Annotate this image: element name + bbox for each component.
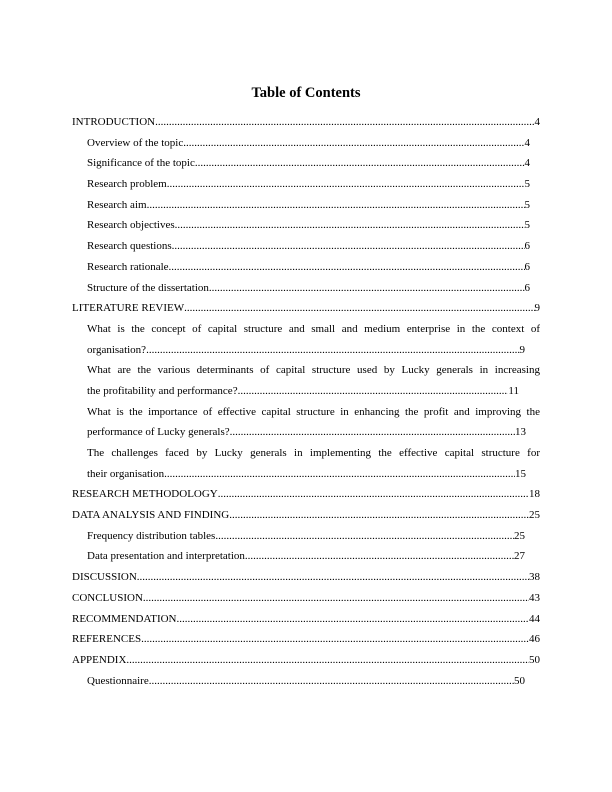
toc-entry-page: 9: [519, 343, 525, 356]
toc-entry-line1: What are the various determinants of capital structure used by Lucky generals in increasing: [87, 364, 540, 377]
toc-entry-appendix[interactable]: [72, 650, 540, 671]
toc-entry-label: Research problem: [87, 178, 167, 191]
toc-entry-line2: [87, 381, 519, 402]
toc-entry-page: 15: [515, 467, 526, 480]
toc-entry-label: LITERATURE REVIEW: [72, 302, 185, 315]
toc-entry-data-presentation[interactable]: [72, 546, 525, 567]
dot-leader: [137, 567, 529, 588]
toc-entry-label: RECOMMENDATION: [72, 612, 177, 625]
toc-entry-questionnaire[interactable]: [72, 671, 525, 692]
toc-entry-importance[interactable]: [72, 402, 540, 443]
toc-entry-significance[interactable]: [72, 153, 530, 174]
dot-leader: [177, 609, 530, 630]
toc-entry-label: Overview of the topic: [87, 136, 184, 149]
toc-entry-concept-capital-structure[interactable]: [72, 319, 540, 360]
toc-entry-line2: [87, 464, 526, 485]
dot-leader: [146, 340, 519, 361]
toc-entry-label: Research objectives: [87, 219, 175, 232]
toc-entry-page: 11: [508, 384, 519, 397]
dot-leader: [183, 133, 524, 154]
toc-entry-page: 25: [529, 509, 540, 522]
dot-leader: [245, 546, 514, 567]
toc-entry-page: 13: [515, 426, 526, 439]
toc-entry-line1: The challenges faced by Lucky generals in implementing the effective capital structure for: [87, 447, 540, 459]
dot-leader: [238, 381, 509, 402]
toc-entry-conclusion[interactable]: [72, 588, 540, 609]
toc-entry-label: INTRODUCTION: [72, 116, 156, 128]
toc-entry-label: APPENDIX: [72, 653, 127, 666]
toc-entry-page: 27: [514, 550, 525, 563]
toc-entry-line2: [87, 340, 525, 361]
toc-entry-discussion[interactable]: [72, 567, 540, 588]
toc-entry-introduction[interactable]: [72, 112, 540, 133]
dot-leader: [164, 464, 515, 485]
dot-leader: [147, 195, 525, 216]
toc-entry-label: DATA ANALYSIS AND FINDING: [72, 509, 230, 522]
dot-leader: [195, 153, 525, 174]
toc-entry-page: 4: [524, 136, 530, 149]
toc-entry-label: the profitability and performance?: [87, 384, 238, 397]
toc-entry-label: Research aim: [87, 198, 147, 211]
toc-entry-label: Questionnaire: [87, 674, 149, 687]
toc-entry-page: 5: [524, 219, 530, 232]
toc-entry-data-analysis[interactable]: [72, 505, 540, 526]
toc-entry-page: 43: [529, 591, 540, 604]
toc-entry-frequency-tables[interactable]: [72, 526, 525, 547]
toc-entry-page: 5: [524, 178, 530, 191]
toc-entry-page: 38: [529, 571, 540, 584]
page-title: Table of Contents: [251, 85, 361, 101]
toc-entry-page: 9: [534, 302, 540, 315]
dot-leader: [141, 629, 529, 650]
toc-entry-research-aim[interactable]: [72, 195, 530, 216]
dot-leader: [215, 526, 514, 547]
dot-leader: [218, 484, 529, 505]
toc-entry-page: 50: [514, 674, 525, 687]
toc-entry-line2: [87, 422, 526, 443]
dot-leader: [167, 174, 525, 195]
toc-entry-page: 44: [529, 612, 540, 625]
toc-entry-label: performance of Lucky generals?: [87, 426, 230, 439]
toc-entry-page: 4: [534, 116, 540, 128]
toc-entry-page: 6: [524, 260, 530, 273]
toc-entry-structure[interactable]: [72, 278, 530, 299]
toc-entry-label: DISCUSSION: [72, 571, 137, 584]
toc-entry-page: 4: [524, 157, 530, 170]
dot-leader: [149, 671, 514, 692]
toc-entry-page: 5: [524, 198, 530, 211]
toc-entry-page: 46: [529, 633, 540, 646]
toc-entry-research-rationale[interactable]: [72, 257, 530, 278]
dot-leader: [155, 112, 534, 133]
toc-entry-literature-review[interactable]: [72, 298, 540, 319]
toc-entry-page: 18: [529, 488, 540, 501]
dot-leader: [126, 650, 529, 671]
toc-entry-label: their organisation: [87, 467, 165, 480]
dot-leader: [209, 278, 525, 299]
toc-entry-label: Research questions: [87, 240, 172, 253]
toc-entry-overview[interactable]: [72, 133, 530, 154]
toc-entry-research-questions[interactable]: [72, 236, 530, 257]
toc-entry-label: organisation?: [87, 343, 147, 356]
toc-entry-recommendation[interactable]: [72, 609, 540, 630]
toc-entry-research-objectives[interactable]: [72, 215, 530, 236]
dot-leader: [169, 257, 525, 278]
toc-entry-challenges[interactable]: [72, 443, 540, 484]
toc-entry-page: 50: [529, 653, 540, 666]
toc-entry-label: Significance of the topic: [87, 157, 195, 170]
toc-entry-label: CONCLUSION: [72, 591, 143, 604]
dot-leader: [172, 236, 525, 257]
toc-entry-label: Data presentation and interpretation: [87, 550, 245, 563]
dot-leader: [184, 298, 534, 319]
toc-entry-determinants[interactable]: [72, 360, 540, 401]
toc-entry-line1: What is the importance of effective capital structure in enhancing the profit and improving the: [87, 405, 540, 418]
toc-entry-label: Research rationale: [87, 260, 169, 273]
toc-entry-references[interactable]: [72, 629, 540, 650]
toc-entry-label: REFERENCES: [72, 633, 142, 646]
toc-entry-research-problem[interactable]: [72, 174, 530, 195]
toc-entry-page: 6: [524, 240, 530, 253]
toc-entry-line1: What is the concept of capital structure and small and medium enterprise in the context of: [87, 322, 540, 335]
toc-entry-research-methodology[interactable]: [72, 484, 540, 505]
dot-leader: [175, 215, 525, 236]
toc-entry-page: 25: [514, 529, 525, 542]
table-of-contents: [72, 112, 540, 691]
toc-entry-label: Structure of the dissertation: [87, 281, 209, 294]
toc-entry-page: 6: [524, 281, 530, 294]
dot-leader: [143, 588, 529, 609]
toc-entry-label: Frequency distribution tables: [87, 529, 216, 542]
dot-leader: [230, 422, 515, 443]
dot-leader: [229, 505, 529, 526]
toc-entry-label: RESEARCH METHODOLOGY: [72, 488, 218, 501]
